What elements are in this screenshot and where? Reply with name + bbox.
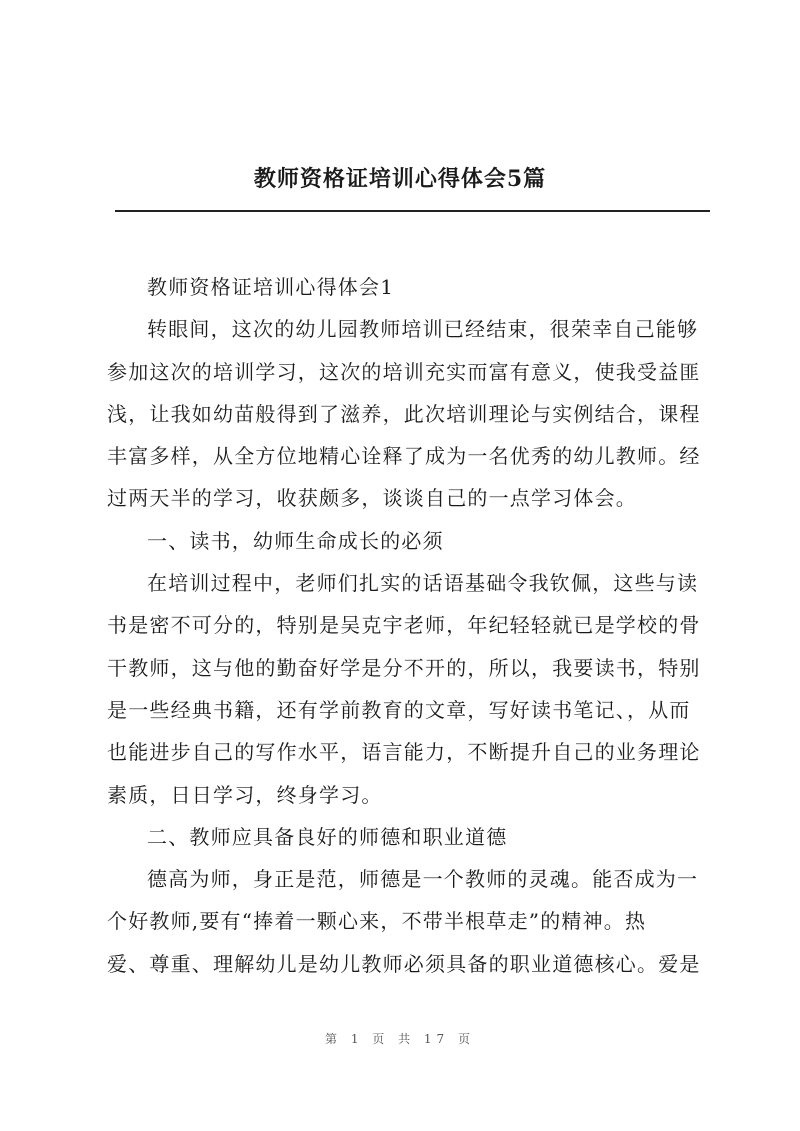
paragraph-line: 德高为师，身正是范，师德是一个教师的灵魂。能否成为一 bbox=[147, 867, 699, 892]
paragraph-line: 在培训过程中，老师们扎实的话语基础令我钦佩，这些与读 bbox=[147, 571, 699, 596]
paragraph-line: 书是密不可分的，特别是吴克宇老师，年纪轻轻就已是学校的骨 bbox=[107, 613, 701, 638]
section-heading-reading: 一、读书，幼师生命成长的必须 bbox=[147, 528, 444, 553]
paragraph-1 bbox=[107, 308, 707, 519]
section-heading-1: 教师资格证培训心得体会1 bbox=[147, 275, 395, 299]
paragraph-line: 素质，日日学习，终身学习。 bbox=[107, 782, 383, 807]
paragraph-line: 转眼间，这次的幼儿园教师培训已经结束，很荣幸自己能够 bbox=[147, 317, 699, 342]
paragraph-line: 过两天半的学习，收获颇多，谈谈自己的一点学习体会。 bbox=[107, 486, 637, 511]
paragraph-line: 也能进步自己的写作水平，语言能力，不断提升自己的业务理论 bbox=[107, 740, 701, 765]
paragraph-line: 干教师，这与他的勤奋好学是分不开的，所以，我要读书，特别 bbox=[107, 655, 701, 680]
page-footer: 第 1 页 共 17 页 bbox=[325, 1032, 475, 1046]
paragraph-line: 爱、尊重、理解幼儿是幼儿教师必须具备的职业道德核心。爱是 bbox=[107, 951, 701, 976]
document-body bbox=[107, 266, 707, 985]
paragraph-2 bbox=[107, 562, 707, 816]
section-heading-ethics: 二、教师应具备良好的师德和职业道德 bbox=[147, 824, 508, 849]
paragraph-line: 浅，让我如幼苗般得到了滋养，此次培训理论与实例结合，课程 bbox=[107, 401, 701, 426]
paragraph-line: 个好教师,要有“捧着一颗心来，不带半根草走”的精神。热 bbox=[107, 909, 647, 934]
paragraph-line: 参加这次的培训学习，这次的培训充实而富有意义，使我受益匪 bbox=[107, 359, 701, 384]
paragraph-line: 丰富多样，从全方位地精心诠释了成为一名优秀的幼儿教师。经 bbox=[107, 444, 701, 469]
paragraph-3 bbox=[107, 858, 707, 985]
title-divider bbox=[115, 210, 710, 212]
document-title: 教师资格证培训心得体会5篇 bbox=[253, 166, 547, 192]
paragraph-line: 是一些经典书籍，还有学前教育的文章，写好读书笔记、，从而 bbox=[107, 697, 691, 722]
